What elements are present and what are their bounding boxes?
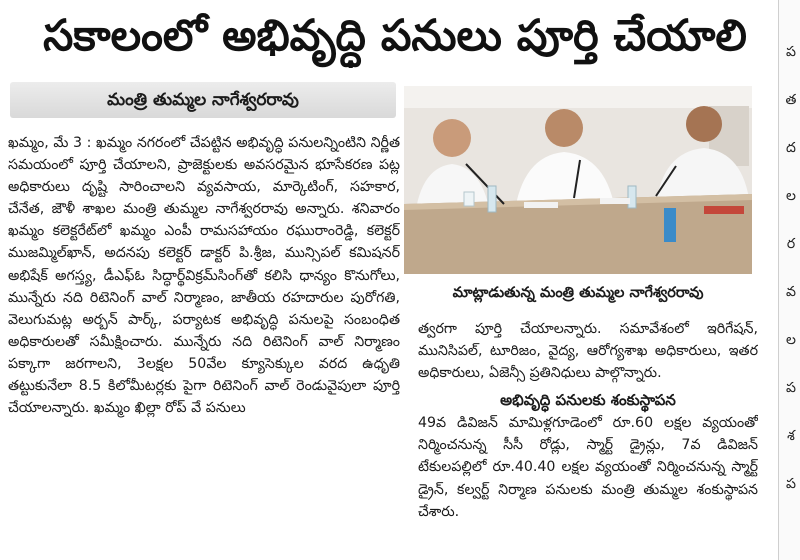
- headline: సకాలంలో అభివృద్ధి పనులు పూర్తి చేయాలి: [43, 11, 747, 61]
- edge-text: వ: [786, 284, 796, 300]
- section-subheading: అభివృద్ధి పనులకు శంకుస్థాపన: [500, 391, 676, 410]
- photo-caption: మాట్లాడుతున్న మంత్రి తుమ్మల నాగేశ్వరరావు: [452, 285, 704, 301]
- edge-text: ల: [786, 188, 796, 204]
- article-column-left: [8, 132, 400, 557]
- meeting-photo-illustration: [404, 86, 752, 274]
- edge-text: ర: [786, 236, 796, 252]
- byline-banner: [10, 82, 396, 118]
- article-paragraph-continued: త్వరగా పూర్తి చేయాలన్నారు. సమావేశంలో ఇరిగేషన్, మునిసిపల్, టూరిజం, వైద్య, ఆరోగ్యశాఖ అధికారులు, ఇతర అధికారులు, ఏజెన్సీ ప్రతినిధులు పాల్గొన్నారు.: [418, 321, 758, 382]
- edge-text: శ: [787, 428, 795, 444]
- byline: మంత్రి తుమ్మల నాగేశ్వరరావు: [107, 90, 299, 110]
- edge-text: ద: [786, 140, 796, 156]
- article-paragraph-foundation: 49వ డివిజన్ మామిళ్లగూడెంలో రూ.60 లక్షల వ్యయంతో నిర్మించనున్న సీసీ రోడ్లు, స్మార్ట్ డ్రైన్లు, 7వ డివిజన్ టేకులపల్లిలో రూ.40.40 లక్షల వ్యయంతో నిర్మించనున్న స్మార్ట్ డ్రైన్, కల్వర్ట్ నిర్మాణ పనులకు మంత్రి తుమ్మల శంకుస్థాపన చేశారు.: [418, 415, 758, 520]
- edge-text: త: [785, 92, 797, 108]
- meeting-photo: [404, 86, 752, 274]
- article-paragraph: ఖమ్మం, మే 3 : ఖమ్మం నగరంలో చేపట్టిన అభివృద్ధి పనులన్నింటిని నిర్ణీత సమయంలో పూర్తి చేయాలని, ప్రాజెక్టులకు అవసరమైన భూసేకరణ పట్ల అధికారులు దృష్టి సారించాలని వ్యవసాయ, మార్కెటింగ్, సహకార, చేనేత, జౌళీ శాఖల మంత్రి తుమ్మల నాగేశ్వరరావు అన్నారు. శనివారం ఖమ్మం కలెక్టరేట్‌లో ఖమ్మం ఎంపీ రామసహాయం రఘురాంరెడ్డి, కలెక్టర్ ముజమ్మిల్‌ఖాన్, అదనపు కలెక్టర్ డాక్టర్ పి.శ్రీజ, మున్సిపల్ కమిషనర్ అభిషేక్ అగస్త్య, డీఎఫ్‌ఓ సిద్ధార్థ్‌విక్రమ్‌సింగ్‌తో కలిసి ధాన్యం కొనుగోలు, మున్నేరు నది రిటెనింగ్ వాల్ నిర్మాణం, జాతీయ రహదారుల పురోగతి, వెలుగుమట్ల అర్బన్ పార్క్, పర్యాటక అభివృద్ధి పనులపై సంబంధిత అధికారులతో సమీక్షించారు. మున్నేరు నది రిటెనింగ్ వాల్ నిర్మాణం పక్కాగా జరగాలని, 3లక్షల 50వేల క్యూసెక్కుల వరద ఉధృతి తట్టుకునేలా 8.5 కిలోమీటర్లకు పైగా రిటెనింగ్ వాల్ రెండువైపులా పూర్తి చేయాలన్నారు. ఖమ్మం ఖిల్లా రోప్ వే పనులు: [8, 135, 400, 417]
- edge-text: ప: [786, 476, 796, 492]
- article-column-right: [418, 318, 758, 558]
- adjacent-column-fragment: [778, 0, 800, 560]
- edge-text: ప: [786, 44, 796, 60]
- edge-text: ప: [786, 380, 796, 396]
- edge-text: ల: [786, 332, 796, 348]
